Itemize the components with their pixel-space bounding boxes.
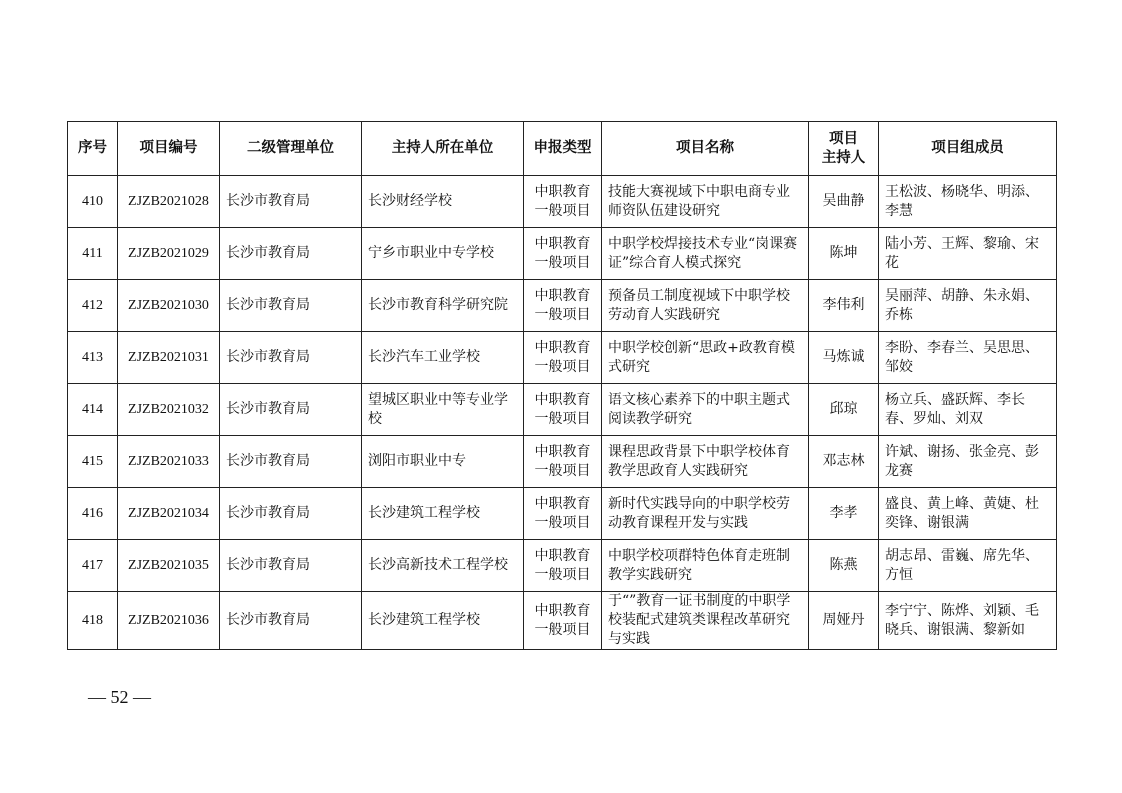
cell-type: 中职教育一般项目 bbox=[524, 436, 602, 488]
header-seq: 序号 bbox=[68, 122, 118, 176]
header-host-line1: 项目 bbox=[829, 130, 858, 147]
table-row bbox=[68, 592, 1057, 650]
cell-seq: 416 bbox=[68, 488, 118, 540]
cell-type: 中职教育一般项目 bbox=[524, 332, 602, 384]
cell-name: 语文核心素养下的中职主题式阅读教学研究 bbox=[602, 384, 809, 436]
cell-members: 许斌、谢扬、张金亮、彭龙赛 bbox=[879, 436, 1057, 488]
header-type: 申报类型 bbox=[524, 122, 602, 176]
cell-code: ZJZB2021035 bbox=[118, 540, 220, 592]
cell-name: 课程思政背景下中职学校体育教学思政育人实践研究 bbox=[602, 436, 809, 488]
cell-org: 长沙市教育局 bbox=[220, 280, 362, 332]
cell-host: 邱琼 bbox=[809, 384, 879, 436]
cell-unit: 宁乡市职业中专学校 bbox=[362, 228, 524, 280]
cell-unit: 长沙建筑工程学校 bbox=[362, 592, 524, 650]
cell-seq: 413 bbox=[68, 332, 118, 384]
table-row bbox=[68, 280, 1057, 332]
cell-unit: 浏阳市职业中专 bbox=[362, 436, 524, 488]
cell-org: 长沙市教育局 bbox=[220, 228, 362, 280]
table-row bbox=[68, 332, 1057, 384]
cell-host: 陈燕 bbox=[809, 540, 879, 592]
cell-code: ZJZB2021031 bbox=[118, 332, 220, 384]
cell-type: 中职教育一般项目 bbox=[524, 488, 602, 540]
header-code: 项目编号 bbox=[118, 122, 220, 176]
cell-org: 长沙市教育局 bbox=[220, 592, 362, 650]
cell-org: 长沙市教育局 bbox=[220, 540, 362, 592]
table-row bbox=[68, 228, 1057, 280]
cell-host: 陈坤 bbox=[809, 228, 879, 280]
cell-unit: 长沙建筑工程学校 bbox=[362, 488, 524, 540]
cell-unit: 长沙汽车工业学校 bbox=[362, 332, 524, 384]
cell-name: 中职学校焊接技术专业“岗课赛证”综合育人模式探究 bbox=[602, 228, 809, 280]
cell-seq: 410 bbox=[68, 176, 118, 228]
cell-seq: 415 bbox=[68, 436, 118, 488]
cell-org: 长沙市教育局 bbox=[220, 384, 362, 436]
cell-code: ZJZB2021029 bbox=[118, 228, 220, 280]
cell-name: 中职学校项群特色体育走班制教学实践研究 bbox=[602, 540, 809, 592]
cell-members: 杨立兵、盛跃辉、李长春、罗灿、刘双 bbox=[879, 384, 1057, 436]
table-header bbox=[68, 122, 1057, 176]
cell-members: 李盼、李春兰、吴思思、邹姣 bbox=[879, 332, 1057, 384]
cell-name: 于“”教育一证书制度的中职学校装配式建筑类课程改革研究与实践 bbox=[602, 592, 809, 650]
table-row bbox=[68, 540, 1057, 592]
cell-host: 李孝 bbox=[809, 488, 879, 540]
cell-seq: 414 bbox=[68, 384, 118, 436]
table-row bbox=[68, 488, 1057, 540]
cell-members: 王松波、杨晓华、明添、李慧 bbox=[879, 176, 1057, 228]
cell-type: 中职教育一般项目 bbox=[524, 592, 602, 650]
header-unit: 主持人所在单位 bbox=[362, 122, 524, 176]
table-row bbox=[68, 436, 1057, 488]
cell-name: 新时代实践导向的中职学校劳动教育课程开发与实践 bbox=[602, 488, 809, 540]
cell-code: ZJZB2021030 bbox=[118, 280, 220, 332]
cell-type: 中职教育一般项目 bbox=[524, 280, 602, 332]
cell-unit: 长沙财经学校 bbox=[362, 176, 524, 228]
cell-host: 周娅丹 bbox=[809, 592, 879, 650]
header-members: 项目组成员 bbox=[879, 122, 1057, 176]
cell-seq: 412 bbox=[68, 280, 118, 332]
cell-code: ZJZB2021036 bbox=[118, 592, 220, 650]
cell-members: 盛良、黄上峰、黄婕、杜奕锋、谢银满 bbox=[879, 488, 1057, 540]
cell-org: 长沙市教育局 bbox=[220, 176, 362, 228]
cell-name: 中职学校创新“思政+政教育模式研究 bbox=[602, 332, 809, 384]
page-number: — 52 — bbox=[88, 687, 151, 707]
cell-code: ZJZB2021034 bbox=[118, 488, 220, 540]
cell-host: 邓志林 bbox=[809, 436, 879, 488]
cell-host: 马炼诚 bbox=[809, 332, 879, 384]
cell-members: 吴丽萍、胡静、朱永娟、乔栋 bbox=[879, 280, 1057, 332]
cell-org: 长沙市教育局 bbox=[220, 332, 362, 384]
cell-unit: 长沙市教育科学研究院 bbox=[362, 280, 524, 332]
cell-members: 李宁宁、陈烨、刘颖、毛晓兵、谢银满、黎新如 bbox=[879, 592, 1057, 650]
cell-seq: 417 bbox=[68, 540, 118, 592]
cell-unit: 望城区职业中等专业学校 bbox=[362, 384, 524, 436]
cell-host: 吴曲静 bbox=[809, 176, 879, 228]
cell-type: 中职教育一般项目 bbox=[524, 176, 602, 228]
header-host-line2: 主持人 bbox=[821, 149, 866, 166]
cell-seq: 411 bbox=[68, 228, 118, 280]
cell-type: 中职教育一般项目 bbox=[524, 228, 602, 280]
cell-code: ZJZB2021033 bbox=[118, 436, 220, 488]
cell-unit: 长沙高新技术工程学校 bbox=[362, 540, 524, 592]
table-body bbox=[68, 176, 1057, 650]
cell-name: 技能大赛视域下中职电商专业师资队伍建设研究 bbox=[602, 176, 809, 228]
header-row bbox=[68, 122, 1057, 176]
project-table bbox=[67, 121, 1057, 650]
cell-code: ZJZB2021028 bbox=[118, 176, 220, 228]
header-org: 二级管理单位 bbox=[220, 122, 362, 176]
cell-type: 中职教育一般项目 bbox=[524, 384, 602, 436]
cell-members: 陆小芳、王辉、黎瑜、宋花 bbox=[879, 228, 1057, 280]
cell-org: 长沙市教育局 bbox=[220, 436, 362, 488]
cell-type: 中职教育一般项目 bbox=[524, 540, 602, 592]
cell-seq: 418 bbox=[68, 592, 118, 650]
table-row bbox=[68, 384, 1057, 436]
cell-host: 李伟利 bbox=[809, 280, 879, 332]
header-name: 项目名称 bbox=[602, 122, 809, 176]
cell-members: 胡志昂、雷巍、席先华、方恒 bbox=[879, 540, 1057, 592]
cell-org: 长沙市教育局 bbox=[220, 488, 362, 540]
cell-code: ZJZB2021032 bbox=[118, 384, 220, 436]
cell-name: 预备员工制度视域下中职学校劳动育人实践研究 bbox=[602, 280, 809, 332]
table-row bbox=[68, 176, 1057, 228]
header-host bbox=[809, 122, 879, 176]
